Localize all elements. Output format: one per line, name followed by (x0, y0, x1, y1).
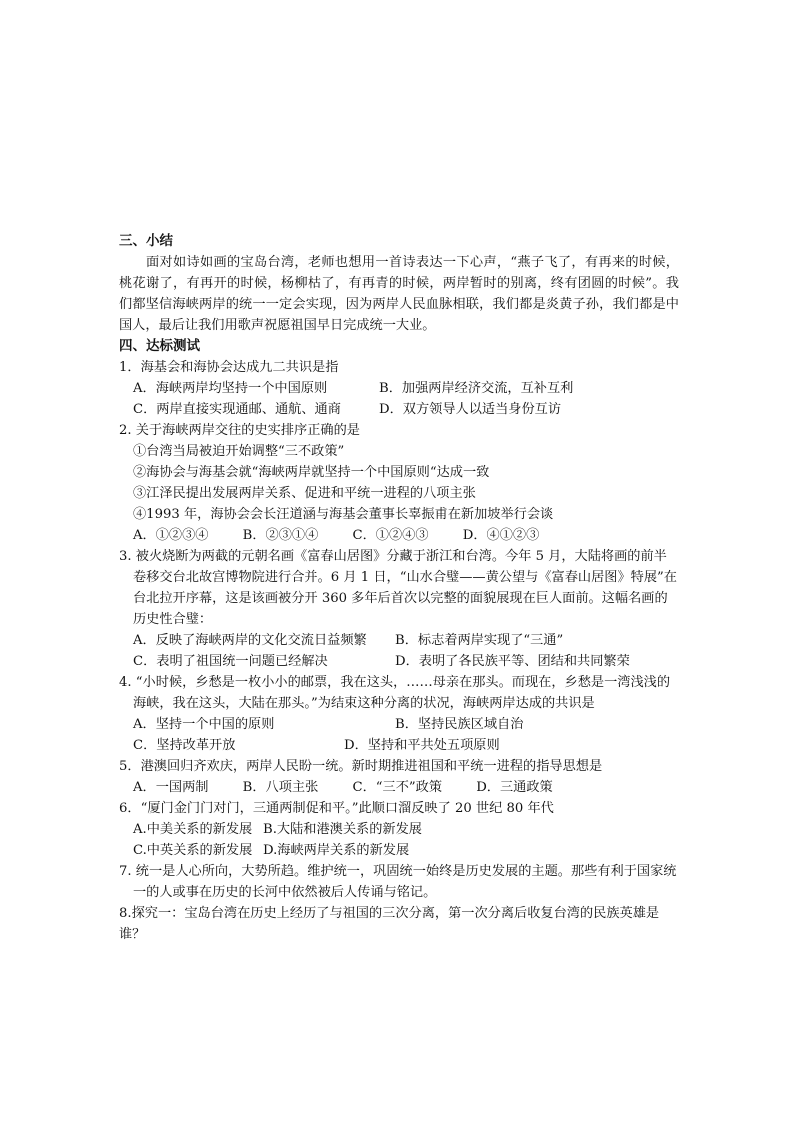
question-5-option-a: A．一国两制 (133, 780, 209, 795)
question-6-options-row-2 (133, 840, 679, 861)
question-7 (119, 861, 679, 903)
question-4-options-row-2 (119, 735, 679, 756)
question-2-statement-3: ③江泽民提出发展两岸关系、促进和平统一进程的八项主张 (133, 486, 476, 501)
question-1-option-c: C．两岸直接实现通邮、通航、通商 (133, 402, 341, 417)
question-4 (119, 672, 679, 756)
question-2-option-a: A．①②③④ (133, 528, 209, 543)
question-3-options-row-1 (119, 630, 679, 651)
question-1-options-row-2 (119, 399, 679, 420)
question-3-option-b: B．标志着两岸实现了“三通” (395, 633, 564, 648)
summary-heading: 三、小结 (119, 233, 173, 249)
question-6-options-row-1 (133, 819, 679, 840)
question-2-statement-4: ④1993 年，海协会会长汪道涵与海基会董事长辜振甫在新加坡举行会谈 (133, 507, 554, 522)
question-6 (119, 798, 679, 861)
question-2-stem: 2. 关于海峡两岸交往的史实排序正确的是 (119, 423, 360, 438)
question-6-option-a: A.中美关系的新发展 (133, 822, 253, 837)
question-1-option-a: A．海峡两岸均坚持一个中国原则 (133, 381, 328, 396)
question-6-stem: 6．“厦门金门门对门，三通两制促和平。”此顺口溜反映了 20 世纪 80 年代 (119, 801, 554, 816)
question-4-option-b: B．坚持民族区域自治 (395, 717, 524, 732)
question-6-option-d: D.海峡两岸关系的新发展 (263, 843, 410, 858)
question-6-option-b: B.大陆和港澳关系的新发展 (263, 822, 422, 837)
question-4-stem: 4. “小时候，乡愁是一枚小小的邮票，我在这头，……母亲在那头。而现在，乡愁是一湾浅浅的海峡，我在这头，大陆在那头。”为结束这种分离的状况，海峡两岸达成的共识是 (119, 675, 671, 711)
question-2-statement-1: ①台湾当局被迫开始调整“三不政策” (133, 444, 345, 459)
question-3-stem: 3. 被火烧断为两截的元朝名画《富春山居图》分藏于浙江和台湾。今年 5 月，大陆将画的前半卷移交台北故宫博物院进行合并。6 月 1 日，“山水合璧——黄公望与《富春山居图》特展”在台北拉开序幕，这是该画被分开 360 多年后首次以完整的面貌展现在巨人面前。这幅名画的历史性合璧： (119, 549, 677, 627)
question-1-options-row-1 (119, 378, 679, 399)
question-1 (119, 357, 679, 420)
question-4-options-row-1 (119, 714, 679, 735)
question-7-stem: 7. 统一是人心所向，大势所趋。维护统一，巩固统一始终是历史发展的主题。那些有利于国家统一的人或事在历史的长河中依然被后人传诵与铭记。 (119, 864, 677, 900)
question-2-option-b: B．②③①④ (242, 528, 319, 543)
question-5-options (119, 777, 679, 798)
question-1-stem: 1．海基会和海协会达成九二共识是指 (119, 360, 339, 375)
document-content (119, 231, 679, 945)
question-3-option-c: C．表明了祖国统一问题已经解决 (133, 654, 328, 669)
question-2-options (119, 525, 679, 546)
question-6-option-c: C.中英关系的新发展 (133, 843, 253, 858)
question-3-options-row-2 (119, 651, 679, 672)
question-5 (119, 756, 679, 798)
question-5-stem: 5．港澳回归齐欢庆，两岸人民盼一统。新时期推进祖国和平统一进程的指导思想是 (119, 759, 603, 774)
question-8 (119, 903, 679, 945)
question-2 (119, 420, 679, 546)
question-2-statement-2: ②海协会与海基会就“海峡两岸就坚持一个中国原则“达成一致 (133, 465, 490, 480)
question-3-option-d: D．表明了各民族平等、团结和共同繁荣 (395, 654, 630, 669)
question-4-option-c: C．坚持改革开放 (133, 738, 236, 753)
question-4-option-a: A．坚持一个中国的原则 (133, 717, 275, 732)
question-5-option-d: D．三通政策 (476, 780, 553, 795)
question-1-option-d: D．双方领导人以适当身份互访 (379, 402, 562, 417)
summary-paragraph: 面对如诗如画的宝岛台湾，老师也想用一首诗表达一下心声，“燕子飞了，有再来的时候，桃花谢了，有再开的时候，杨柳枯了，有再青的时候，两岸暂时的别离，终有团圆的时候”。我们都坚信海峡两岸的统一一定会实现，因为两岸人民血脉相联，我们都是炎黄子孙，我们都是中国人，最后让我们用歌声祝愿祖国早日完成统一大业。 (119, 255, 679, 333)
question-5-option-c: C．“三不”政策 (352, 780, 443, 795)
question-1-option-b: B．加强两岸经济交流，互补互利 (379, 381, 574, 396)
question-6-options (119, 819, 679, 861)
question-4-option-d: D．坚持和平共处五项原则 (344, 738, 500, 753)
question-2-option-d: D．④①②③ (462, 528, 540, 543)
question-3-option-a: A．反映了海峡两岸的文化交流日益频繁 (133, 633, 367, 648)
question-3 (119, 546, 679, 672)
question-8-stem: 8.探究一：宝岛台湾在历史上经历了与祖国的三次分离，第一次分离后收复台湾的民族英雄是谁？ (119, 906, 660, 942)
test-heading: 四、达标测试 (119, 338, 200, 354)
question-5-option-b: B．八项主张 (242, 780, 319, 795)
question-2-option-c: C．①②④③ (352, 528, 429, 543)
